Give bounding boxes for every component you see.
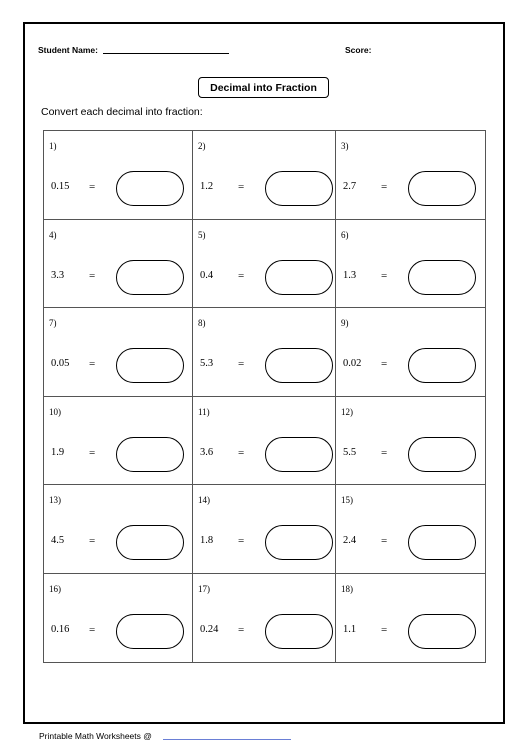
student-name-label: Student Name: [38, 45, 98, 55]
problem-number: 16) [49, 583, 61, 594]
answer-box[interactable] [116, 525, 184, 560]
decimal-value: 1.8 [200, 535, 214, 546]
problem-number: 1) [49, 141, 57, 151]
problem-cell [336, 131, 485, 220]
equals-sign: = [89, 446, 96, 459]
equals-sign: = [238, 446, 245, 459]
problem-number: 10) [49, 406, 61, 417]
answer-box[interactable] [408, 614, 476, 649]
decimal-value: 0.05 [51, 358, 70, 369]
problem-number: 6) [341, 229, 349, 240]
problem-cell [44, 485, 193, 574]
problem-cell [44, 131, 193, 220]
equals-sign: = [89, 623, 96, 636]
answer-box[interactable] [265, 260, 333, 295]
problem-cell [44, 220, 193, 309]
decimal-value: 1.3 [343, 269, 357, 281]
problem-number: 15) [341, 495, 353, 505]
equals-sign: = [89, 181, 96, 193]
student-name-field[interactable] [103, 53, 229, 54]
footer-link[interactable] [163, 739, 291, 740]
equals-sign: = [381, 623, 388, 636]
equals-sign: = [89, 269, 96, 282]
problem-cell [193, 574, 336, 663]
problem-cell [193, 397, 336, 486]
problem-number: 5) [198, 229, 206, 240]
answer-box[interactable] [265, 348, 333, 383]
problem-cell [44, 574, 193, 663]
equals-sign: = [238, 623, 245, 636]
equals-sign: = [238, 358, 245, 370]
problem-number: 18) [341, 583, 353, 594]
problem-number: 4) [49, 229, 57, 240]
problem-number: 17) [198, 583, 210, 594]
decimal-value: 0.02 [343, 358, 362, 369]
answer-box[interactable] [408, 525, 476, 560]
equals-sign: = [381, 358, 388, 370]
equals-sign: = [238, 269, 245, 282]
answer-box[interactable] [116, 348, 184, 383]
problem-cell [193, 308, 336, 397]
decimal-value: 5.3 [200, 358, 214, 369]
equals-sign: = [89, 535, 96, 547]
problem-grid [43, 130, 486, 663]
problem-number: 8) [198, 318, 206, 328]
problem-cell [193, 485, 336, 574]
answer-box[interactable] [265, 525, 333, 560]
decimal-value: 3.6 [200, 446, 214, 458]
problem-cell [336, 574, 485, 663]
answer-box[interactable] [265, 614, 333, 649]
equals-sign: = [89, 358, 96, 370]
decimal-value: 1.1 [343, 623, 357, 635]
equals-sign: = [381, 269, 388, 282]
equals-sign: = [238, 535, 245, 547]
decimal-value: 4.5 [51, 535, 65, 546]
problem-number: 14) [198, 495, 210, 505]
answer-box[interactable] [265, 437, 333, 472]
answer-box[interactable] [408, 260, 476, 295]
decimal-value: 0.16 [51, 623, 70, 635]
decimal-value: 2.7 [343, 181, 357, 192]
problem-cell [193, 220, 336, 309]
score-label: Score: [345, 45, 372, 55]
problem-cell [44, 397, 193, 486]
problem-number: 3) [341, 141, 349, 151]
answer-box[interactable] [408, 171, 476, 206]
problem-cell [193, 131, 336, 220]
problem-number: 12) [341, 406, 353, 417]
equals-sign: = [381, 181, 388, 193]
equals-sign: = [381, 446, 388, 459]
decimal-value: 0.24 [200, 623, 219, 635]
answer-box[interactable] [265, 171, 333, 206]
worksheet-title: Decimal into Fraction [198, 77, 329, 98]
decimal-value: 1.2 [200, 181, 214, 192]
answer-box[interactable] [116, 437, 184, 472]
footer-text: Printable Math Worksheets @ [39, 731, 152, 741]
problem-number: 2) [198, 141, 206, 151]
problem-cell [44, 308, 193, 397]
problem-cell [336, 308, 485, 397]
problem-number: 9) [341, 318, 349, 328]
instruction-text: Convert each decimal into fraction: [41, 106, 203, 118]
equals-sign: = [238, 181, 245, 193]
answer-box[interactable] [116, 171, 184, 206]
problem-number: 13) [49, 495, 61, 505]
decimal-value: 0.4 [200, 269, 214, 281]
answer-box[interactable] [408, 437, 476, 472]
equals-sign: = [381, 535, 388, 547]
answer-box[interactable] [116, 260, 184, 295]
decimal-value: 2.4 [343, 535, 357, 546]
answer-box[interactable] [408, 348, 476, 383]
answer-box[interactable] [116, 614, 184, 649]
problem-cell [336, 485, 485, 574]
decimal-value: 5.5 [343, 446, 357, 458]
decimal-value: 1.9 [51, 446, 65, 458]
problem-number: 7) [49, 318, 57, 328]
decimal-value: 0.15 [51, 181, 70, 192]
problem-cell [336, 397, 485, 486]
problem-number: 11) [198, 406, 210, 417]
decimal-value: 3.3 [51, 269, 65, 281]
problem-cell [336, 220, 485, 309]
